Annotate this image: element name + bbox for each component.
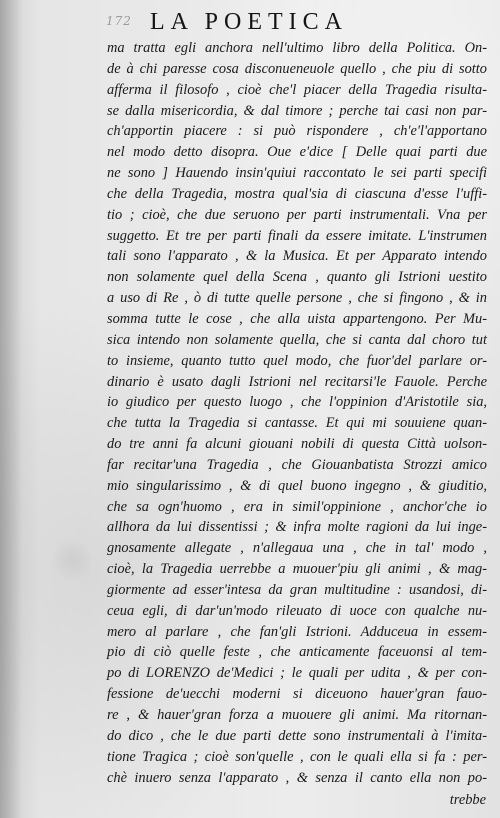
text-line: se dalla misericordia, & dal timore ; perche tai casi non par-	[107, 102, 487, 119]
text-line: po di LORENZO de'Medici ; le quali per udita , & per con-	[107, 665, 487, 682]
text-line: tio ; cioè, che due seruono per parti instrumentali. Vna per	[107, 206, 487, 223]
text-line: afferma il filosofo , cioè che'l piacer della Tragedia risulta-	[107, 81, 487, 98]
text-line: re , & hauer'gran forza a muouere gli animi. Ma ritornan-	[107, 707, 487, 723]
text-line: ne sono ] Hauendo insin'quiui raccontato le sei parti specifi	[107, 165, 487, 182]
text-line: nel modo detto disopra. Oue e'dice [ Delle quai parti due	[107, 144, 487, 161]
text-line: mero al parlare , che fan'gli Istrioni. Adduceua in essem-	[107, 623, 487, 640]
text-line: che tutta la Tragedia si cantasse. Et qui mi souuiene quan-	[107, 415, 487, 432]
text-line: cioè, la Tragedia uerrebbe a muouer'piu gli animi , & mag-	[107, 561, 487, 578]
text-line: chè inuero senza l'apparato , & senza il canto ella non po-	[107, 769, 487, 786]
running-head: LA POETICA	[150, 9, 348, 35]
paper-stain	[52, 535, 92, 585]
text-line: sica intendo non solamente quella, che si canta dal choro tut	[107, 331, 487, 348]
page-gutter-shadow	[0, 0, 22, 818]
text-line: mio singularissimo , & di quel buono ingegno , & giuditio,	[107, 477, 487, 494]
catchword: trebbe	[449, 792, 486, 808]
text-line: giormente ad esser'intesa da gran multitudine : usandosi, di-	[107, 581, 487, 598]
page-number: 172	[106, 14, 132, 28]
text-line: tione Tragica ; cioè son'quelle , con le quali ella si fa : per-	[107, 748, 487, 765]
text-line: far recitar'una Tragedia , che Giouanbatista Strozzi amico	[107, 456, 487, 473]
text-line: ma tratta egli anchora nell'ultimo libro della Politica. On-	[107, 40, 487, 56]
text-line: tali sono l'apparato , & la Musica. Et per Apparato intendo	[107, 248, 487, 265]
text-line: allhora da lui dissentissi ; & infra molte ragioni da lui inge-	[107, 519, 487, 536]
text-line: io giudico per questo luogo , che l'oppinion d'Aristotile sia,	[107, 394, 487, 411]
text-line: do tre anni fa alcuni giouani nobili di questa Città uolson-	[107, 436, 487, 453]
text-line: gnosamente allegate , n'allegaua una , che in tal' modo ,	[107, 540, 487, 557]
text-line: fessione de'uecchi moderni si diceuono hauer'gran fauo-	[107, 686, 487, 703]
text-line: to insieme, quanto tutto quel modo, che fuor'del parlare or-	[107, 352, 487, 369]
text-line: do dico , che le due parti dette sono instrumentali à l'imita-	[107, 727, 487, 744]
text-line: dinario è usato dagli Istrioni nel recitarsi'le Fauole. Perche	[107, 373, 487, 390]
text-line: ch'apportin piacere : si può rispondere , ch'e'l'apportano	[107, 123, 487, 140]
text-line: che sa ogn'huomo , era in simil'oppinione , anchor'che io	[107, 498, 487, 515]
text-line: ceua egli, di dar'un'modo rileuato di uoce con qualche nu-	[107, 602, 487, 619]
text-line: non solamente quel della Scena , quanto gli Istrioni uestito	[107, 269, 487, 286]
text-line: pio di ciò quelle feste , che anticamente faceuonsi al tem-	[107, 644, 487, 661]
text-line: de à chi paresse cosa disconueneuole quello , che piu di sotto	[107, 60, 487, 77]
body-text	[107, 38, 487, 788]
text-line: a uso di Re , ò di tutte quelle persone , che si fingono , & in	[107, 290, 487, 307]
text-line: somma tutte le cose , che alla uista appartengono. Per Mu-	[107, 310, 487, 327]
text-line: suggetto. Et tre per parti finali da essere imitate. L'instrumen	[107, 227, 487, 244]
text-line: che della Tragedia, mostra qual'sia di ciascuna d'esse l'uffi-	[107, 185, 487, 202]
